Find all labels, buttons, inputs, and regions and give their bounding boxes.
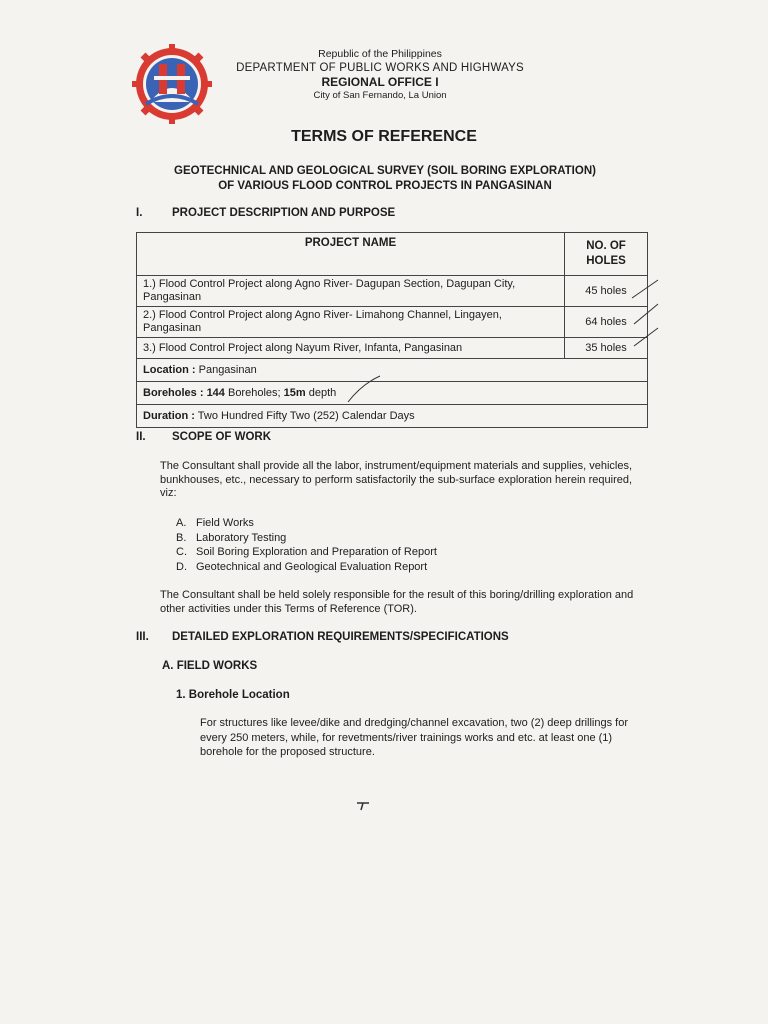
- list-item: [176, 516, 437, 531]
- boreholes-label: Boreholes : 144: [143, 387, 225, 399]
- scope-list: [176, 516, 437, 574]
- list-text: Laboratory Testing: [196, 531, 287, 544]
- holes-cell: 35 holes: [565, 338, 648, 359]
- section-title: PROJECT DESCRIPTION AND PURPOSE: [172, 207, 396, 219]
- office-line: REGIONAL OFFICE I: [321, 75, 439, 89]
- project-name-cell: 1.) Flood Control Project along Agno River- Dagupan Section, Dagupan City, Pangasinan: [137, 276, 565, 307]
- borehole-paragraph: For structures like levee/dike and dredging/channel excavation, two (2) deep drillings for every 250 meters, while, for revetments/river trainings works and etc. at least one (1) borehole for the proposed structure.: [200, 717, 629, 758]
- boreholes-tail: depth: [305, 387, 337, 399]
- letterhead: [230, 48, 530, 102]
- duration-value: Two Hundred Fifty Two (252) Calendar Days: [194, 410, 415, 422]
- holes-header-line-2: HOLES: [586, 255, 626, 267]
- department-line: DEPARTMENT OF PUBLIC WORKS AND HIGHWAYS: [236, 62, 524, 74]
- column-header-project-name: PROJECT NAME: [137, 233, 565, 276]
- dpwh-seal-logo: [132, 44, 212, 124]
- section-heading-2: [136, 431, 271, 443]
- list-letter: A.: [176, 517, 187, 529]
- location-cell: [137, 359, 648, 382]
- city-line: City of San Fernando, La Union: [313, 90, 447, 101]
- handwritten-check-marks: [630, 274, 660, 354]
- location-row: [137, 359, 648, 382]
- boreholes-depth: 15m: [283, 387, 306, 399]
- document-title: TERMS OF REFERENCE: [291, 128, 477, 145]
- duration-cell: [137, 405, 648, 428]
- list-item: [176, 545, 437, 560]
- document-subtitle: [120, 164, 650, 194]
- list-text: Field Works: [196, 517, 254, 529]
- project-table: [136, 232, 648, 428]
- section-heading-1: [136, 207, 395, 219]
- holes-cell: 64 holes: [565, 307, 648, 338]
- list-text: Soil Boring Exploration and Preparation of Report: [196, 546, 437, 558]
- list-item: [176, 531, 437, 546]
- responsibility-paragraph: The Consultant shall be held solely responsible for the result of this boring/drilling exploration and other activities under this Terms of Reference (TOR).: [160, 589, 634, 615]
- project-name-cell: 2.) Flood Control Project along Agno River- Limahong Channel, Lingayen, Pangasinan: [137, 307, 565, 338]
- section-number: I.: [136, 207, 143, 219]
- section-number: III.: [136, 631, 149, 643]
- project-name-cell: 3.) Flood Control Project along Nayum River, Infanta, Pangasinan: [137, 338, 565, 359]
- table-header-row: [137, 233, 648, 276]
- duration-row: [137, 405, 648, 428]
- table-row: [137, 307, 648, 338]
- holes-header-line-1: NO. OF: [586, 240, 626, 252]
- boreholes-mid: Boreholes;: [224, 387, 284, 399]
- duration-label: Duration :: [143, 410, 195, 422]
- list-letter: C.: [176, 546, 187, 558]
- handwritten-check-mark: [340, 372, 384, 406]
- section-number: II.: [136, 431, 146, 443]
- section-heading-3: [136, 631, 509, 643]
- list-letter: D.: [176, 560, 187, 573]
- table-row: [137, 276, 648, 307]
- holes-cell: 45 holes: [565, 276, 648, 307]
- location-label: Location :: [143, 364, 196, 376]
- subsection-heading-a: A. FIELD WORKS: [162, 660, 258, 672]
- list-letter: B.: [176, 531, 187, 544]
- section-title: SCOPE OF WORK: [172, 431, 272, 443]
- scope-paragraph: The Consultant shall provide all the labor, instrument/equipment materials and supplies, vehicles, bunkhouses, etc., necessary to perform satisfactorily the sub-surface exploration herein required, viz:: [160, 460, 633, 499]
- subtitle-line-1: GEOTECHNICAL AND GEOLOGICAL SURVEY (SOIL BORING EXPLORATION): [174, 165, 596, 177]
- list-item: [176, 560, 437, 575]
- table-row: [137, 338, 648, 359]
- column-header-holes: [565, 233, 648, 276]
- page-mark-icon: [356, 800, 370, 812]
- boreholes-row: [137, 382, 648, 405]
- section-title: DETAILED EXPLORATION REQUIREMENTS/SPECIFICATIONS: [172, 631, 509, 643]
- list-text: Geotechnical and Geological Evaluation Report: [196, 560, 428, 573]
- location-value: Pangasinan: [195, 364, 257, 376]
- republic-line: Republic of the Philippines: [318, 48, 442, 60]
- subsection-heading-1: 1. Borehole Location: [176, 689, 290, 701]
- subtitle-line-2: OF VARIOUS FLOOD CONTROL PROJECTS IN PANGASINAN: [218, 180, 552, 192]
- boreholes-cell: [137, 382, 648, 405]
